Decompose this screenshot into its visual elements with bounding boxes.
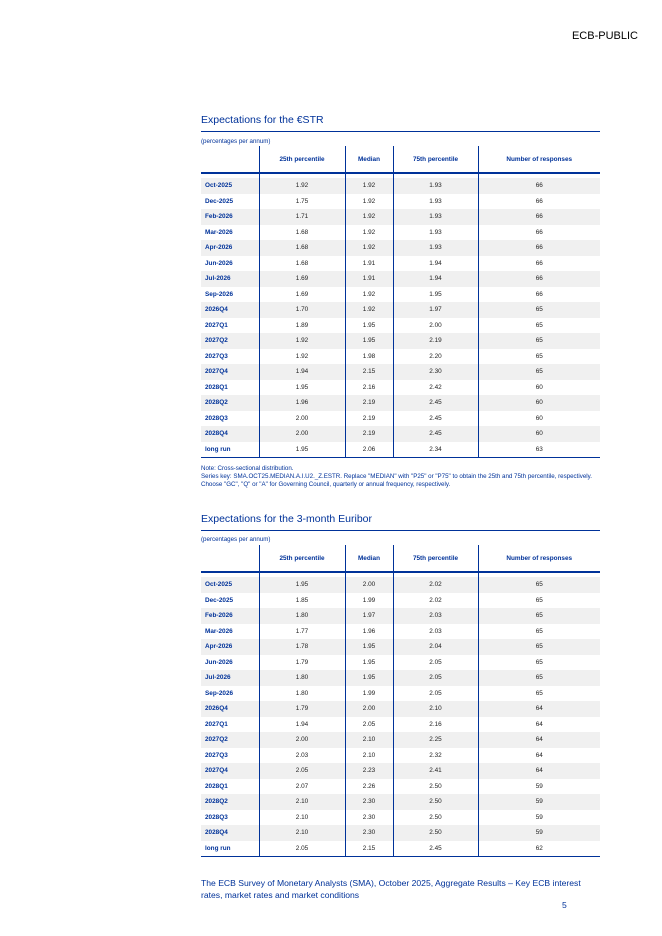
table-cell: 1.95: [345, 655, 393, 671]
table-cell: 59: [478, 794, 600, 810]
table-row: [201, 732, 600, 748]
euribor-title-divider: [201, 530, 600, 531]
row-label: 2027Q3: [205, 352, 228, 360]
table-cell: 2.30: [345, 825, 393, 841]
table-cell: 1.91: [345, 271, 393, 287]
table-cell: 1.92: [259, 333, 345, 349]
table-cell: 1.68: [259, 256, 345, 272]
table-row: [201, 608, 600, 624]
table-cell: 2.00: [345, 701, 393, 717]
table-cell: 2.05: [393, 686, 478, 702]
table-cell: 2.10: [259, 810, 345, 826]
column-header: 75th percentile: [393, 545, 478, 572]
table-cell: 66: [478, 209, 600, 225]
table-row: [201, 318, 600, 334]
table-cell: 1.69: [259, 287, 345, 303]
table-cell: 1.78: [259, 639, 345, 655]
table-cell: 1.92: [345, 225, 393, 241]
table-cell: 59: [478, 779, 600, 795]
row-label: Sep-2026: [205, 290, 234, 298]
table-cell: 65: [478, 624, 600, 640]
table-cell: 2.25: [393, 732, 478, 748]
table-cell: 2.50: [393, 794, 478, 810]
table-cell: 2.50: [393, 825, 478, 841]
table-cell: 2.16: [393, 717, 478, 733]
table-row: [201, 364, 600, 380]
column-header: Median: [345, 545, 393, 572]
row-label: 2028Q3: [205, 414, 228, 422]
column-header: [201, 545, 259, 572]
table-row: [201, 701, 600, 717]
table-cell: 2.23: [345, 763, 393, 779]
table-cell: 66: [478, 225, 600, 241]
table-cell: 65: [478, 364, 600, 380]
table-row: [201, 639, 600, 655]
table-cell: 2.05: [393, 670, 478, 686]
table-cell: 1.97: [393, 302, 478, 318]
table-cell: 2.10: [259, 794, 345, 810]
table-cell: 66: [478, 178, 600, 194]
table-row: [201, 748, 600, 764]
table-cell: 2.03: [259, 748, 345, 764]
table-cell: 64: [478, 701, 600, 717]
table-cell: 2.50: [393, 779, 478, 795]
table-cell: 1.92: [345, 178, 393, 194]
table-cell: 2.19: [345, 426, 393, 442]
row-label: Jul-2026: [201, 670, 259, 686]
table-cell: 2.26: [345, 779, 393, 795]
table-row: [201, 670, 600, 686]
row-label: 2027Q3: [205, 751, 228, 759]
table-cell: 2.16: [345, 380, 393, 396]
table-cell: 1.93: [393, 240, 478, 256]
table-cell: 1.75: [259, 194, 345, 210]
table-cell: 1.70: [259, 302, 345, 318]
row-label: 2026Q4: [201, 302, 259, 318]
table-cell: 64: [478, 763, 600, 779]
table-cell: 2.30: [393, 364, 478, 380]
table-cell: 1.93: [393, 178, 478, 194]
table-cell: 2.03: [393, 608, 478, 624]
table-cell: 2.45: [393, 411, 478, 427]
table-cell: 2.00: [393, 318, 478, 334]
table-cell: 1.80: [259, 686, 345, 702]
table-row: [201, 794, 600, 810]
table-cell: 1.91: [345, 256, 393, 272]
table-row: [201, 411, 600, 427]
row-label: 2028Q2: [201, 794, 259, 810]
table-cell: 1.68: [259, 225, 345, 241]
table-cell: 1.96: [259, 395, 345, 411]
table-cell: 66: [478, 256, 600, 272]
table-cell: 65: [478, 333, 600, 349]
estr-expectations-table: [201, 146, 600, 458]
row-label: 2027Q4: [201, 763, 259, 779]
row-label: Feb-2026: [201, 209, 259, 225]
table-cell: 63: [478, 442, 600, 458]
table-cell: 65: [478, 318, 600, 334]
table-row: [201, 426, 600, 442]
table-cell: 2.10: [345, 748, 393, 764]
table-cell: 66: [478, 271, 600, 287]
row-label: Apr-2026: [201, 240, 259, 256]
row-label: Jun-2026: [205, 259, 233, 267]
estr-table-title: Expectations for the €STR: [201, 114, 324, 126]
table-cell: 1.99: [345, 593, 393, 609]
row-label: Feb-2026: [201, 608, 259, 624]
table-cell: 2.05: [345, 717, 393, 733]
table-row: [201, 302, 600, 318]
column-header: [201, 146, 259, 173]
classification-label: ECB-PUBLIC: [571, 30, 638, 42]
table-row: [201, 577, 600, 593]
estr-title-divider: [201, 131, 600, 132]
table-cell: 2.02: [393, 593, 478, 609]
table-cell: 60: [478, 395, 600, 411]
table-row: [201, 380, 600, 396]
table-cell: 65: [478, 608, 600, 624]
table-cell: 1.93: [393, 209, 478, 225]
table-cell: 1.92: [345, 209, 393, 225]
note-line: Series key: SMA.OCT25.MEDIAN.A.I.U2._Z.ESTR. Replace "MEDIAN" with "P25" or "P75" to obtain the 25th and 75th percentile, respectively. Choose "GC", "Q" or "A" for Governing Council, quarterly or annual frequency, respectively.: [201, 472, 593, 488]
table-cell: 65: [478, 349, 600, 365]
table-cell: 2.00: [259, 732, 345, 748]
table-cell: 60: [478, 411, 600, 427]
column-header: Median: [345, 146, 393, 173]
table-cell: 2.19: [393, 333, 478, 349]
column-header: 75th percentile: [393, 146, 478, 173]
table-cell: 65: [478, 639, 600, 655]
table-row: [201, 194, 600, 210]
table-row: [201, 349, 600, 365]
table-cell: 2.42: [393, 380, 478, 396]
row-label: 2028Q4: [201, 426, 259, 442]
table-cell: 1.92: [345, 194, 393, 210]
table-row: [201, 442, 600, 458]
table-cell: 1.94: [393, 271, 478, 287]
table-cell: 2.41: [393, 763, 478, 779]
row-label: 2027Q4: [201, 364, 259, 380]
table-cell: 2.05: [393, 655, 478, 671]
table-cell: 1.94: [259, 717, 345, 733]
row-label: Dec-2025: [205, 197, 234, 205]
column-header: 25th percentile: [259, 146, 345, 173]
table-cell: 2.45: [393, 426, 478, 442]
row-label: 2028Q2: [201, 395, 259, 411]
table-cell: 1.95: [259, 442, 345, 458]
table-row: [201, 240, 600, 256]
table-cell: 64: [478, 717, 600, 733]
table-row: [201, 717, 600, 733]
table-cell: 60: [478, 380, 600, 396]
table-cell: 1.92: [345, 287, 393, 303]
table-cell: 2.19: [345, 411, 393, 427]
table-cell: 1.92: [259, 178, 345, 194]
table-cell: 1.95: [345, 333, 393, 349]
table-cell: 65: [478, 655, 600, 671]
row-label: 2027Q2: [201, 732, 259, 748]
row-label: long run: [201, 442, 259, 458]
table-cell: 1.93: [393, 194, 478, 210]
note-line: Note: Cross-sectional distribution.: [201, 465, 294, 472]
table-cell: 1.93: [393, 225, 478, 241]
row-label: Mar-2026: [205, 627, 233, 635]
table-cell: 2.03: [393, 624, 478, 640]
table-cell: 1.79: [259, 701, 345, 717]
row-label: Oct-2025: [201, 577, 259, 593]
table-cell: 1.95: [345, 318, 393, 334]
row-label: long run: [201, 841, 259, 857]
row-label: Sep-2026: [205, 689, 234, 697]
table-cell: 1.69: [259, 271, 345, 287]
table-cell: 1.71: [259, 209, 345, 225]
table-cell: 65: [478, 302, 600, 318]
euribor-expectations-table: [201, 545, 600, 857]
table-cell: 1.95: [259, 380, 345, 396]
table-cell: 1.92: [345, 240, 393, 256]
table-cell: 2.20: [393, 349, 478, 365]
table-cell: 65: [478, 593, 600, 609]
table-cell: 1.94: [259, 364, 345, 380]
table-cell: 2.05: [259, 841, 345, 857]
table-cell: 2.32: [393, 748, 478, 764]
table-row: [201, 825, 600, 841]
table-cell: 2.19: [345, 395, 393, 411]
table-cell: 2.00: [259, 426, 345, 442]
table-cell: 65: [478, 670, 600, 686]
table-cell: 2.15: [345, 841, 393, 857]
table-cell: 1.92: [345, 302, 393, 318]
table-cell: 1.96: [345, 624, 393, 640]
table-cell: 1.95: [393, 287, 478, 303]
column-header: Number of responses: [478, 146, 600, 173]
row-label: 2028Q1: [205, 383, 228, 391]
row-label: 2027Q2: [201, 333, 259, 349]
column-header: Number of responses: [478, 545, 600, 572]
table-cell: 1.98: [345, 349, 393, 365]
table-cell: 1.92: [259, 349, 345, 365]
table-cell: 2.50: [393, 810, 478, 826]
column-header: 25th percentile: [259, 545, 345, 572]
row-label: 2028Q3: [205, 813, 228, 821]
table-cell: 1.85: [259, 593, 345, 609]
footer-citation: The ECB Survey of Monetary Analysts (SMA), October 2025, Aggregate Results – Key ECB interest rates, market rates and market conditions: [201, 878, 581, 900]
table-cell: 1.77: [259, 624, 345, 640]
row-label: Apr-2026: [201, 639, 259, 655]
table-cell: 65: [478, 686, 600, 702]
row-label: Oct-2025: [201, 178, 259, 194]
table-cell: 2.45: [393, 841, 478, 857]
table-cell: 2.07: [259, 779, 345, 795]
table-cell: 65: [478, 577, 600, 593]
table-row: [201, 271, 600, 287]
page-number: 5: [562, 900, 567, 910]
table-row: [201, 225, 600, 241]
table-row: [201, 655, 600, 671]
table-cell: 1.95: [345, 639, 393, 655]
table-cell: 2.06: [345, 442, 393, 458]
euribor-table-title: Expectations for the 3-month Euribor: [201, 513, 373, 525]
table-row: [201, 763, 600, 779]
table-row: [201, 209, 600, 225]
table-row: [201, 779, 600, 795]
row-label: Jul-2026: [201, 271, 259, 287]
table-cell: 1.79: [259, 655, 345, 671]
table-cell: 2.04: [393, 639, 478, 655]
table-row: [201, 333, 600, 349]
estr-table-note: [201, 465, 601, 488]
euribor-units-label: (percentages per annum): [201, 536, 271, 543]
row-label: 2028Q1: [205, 782, 228, 790]
table-row: [201, 287, 600, 303]
row-label: 2027Q1: [205, 321, 228, 329]
table-cell: 66: [478, 194, 600, 210]
row-label: 2026Q4: [201, 701, 259, 717]
table-cell: 64: [478, 748, 600, 764]
table-cell: 2.00: [345, 577, 393, 593]
estr-units-label: (percentages per annum): [201, 138, 271, 145]
table-row: [201, 686, 600, 702]
table-cell: 1.94: [393, 256, 478, 272]
table-row: [201, 395, 600, 411]
table-cell: 1.89: [259, 318, 345, 334]
row-label: Dec-2025: [205, 596, 234, 604]
table-cell: 1.80: [259, 608, 345, 624]
row-label: Jun-2026: [205, 658, 233, 666]
table-cell: 2.02: [393, 577, 478, 593]
table-cell: 64: [478, 732, 600, 748]
table-cell: 1.97: [345, 608, 393, 624]
table-cell: 2.10: [393, 701, 478, 717]
table-cell: 62: [478, 841, 600, 857]
table-row: [201, 624, 600, 640]
table-cell: 1.95: [345, 670, 393, 686]
table-cell: 2.10: [345, 732, 393, 748]
table-row: [201, 178, 600, 194]
table-cell: 1.99: [345, 686, 393, 702]
table-cell: 60: [478, 426, 600, 442]
table-row: [201, 593, 600, 609]
table-cell: 2.00: [259, 411, 345, 427]
table-cell: 59: [478, 810, 600, 826]
table-cell: 2.05: [259, 763, 345, 779]
row-label: 2027Q1: [205, 720, 228, 728]
table-cell: 66: [478, 287, 600, 303]
table-cell: 2.15: [345, 364, 393, 380]
table-cell: 1.95: [259, 577, 345, 593]
row-label: 2028Q4: [201, 825, 259, 841]
table-header-row: [201, 545, 600, 572]
row-label: Mar-2026: [205, 228, 233, 236]
table-cell: 1.68: [259, 240, 345, 256]
table-cell: 2.45: [393, 395, 478, 411]
table-cell: 1.80: [259, 670, 345, 686]
table-header-row: [201, 146, 600, 173]
table-row: [201, 841, 600, 857]
table-cell: 66: [478, 240, 600, 256]
table-cell: 2.30: [345, 810, 393, 826]
table-cell: 2.34: [393, 442, 478, 458]
table-cell: 2.10: [259, 825, 345, 841]
table-cell: 2.30: [345, 794, 393, 810]
table-cell: 59: [478, 825, 600, 841]
table-row: [201, 256, 600, 272]
table-row: [201, 810, 600, 826]
